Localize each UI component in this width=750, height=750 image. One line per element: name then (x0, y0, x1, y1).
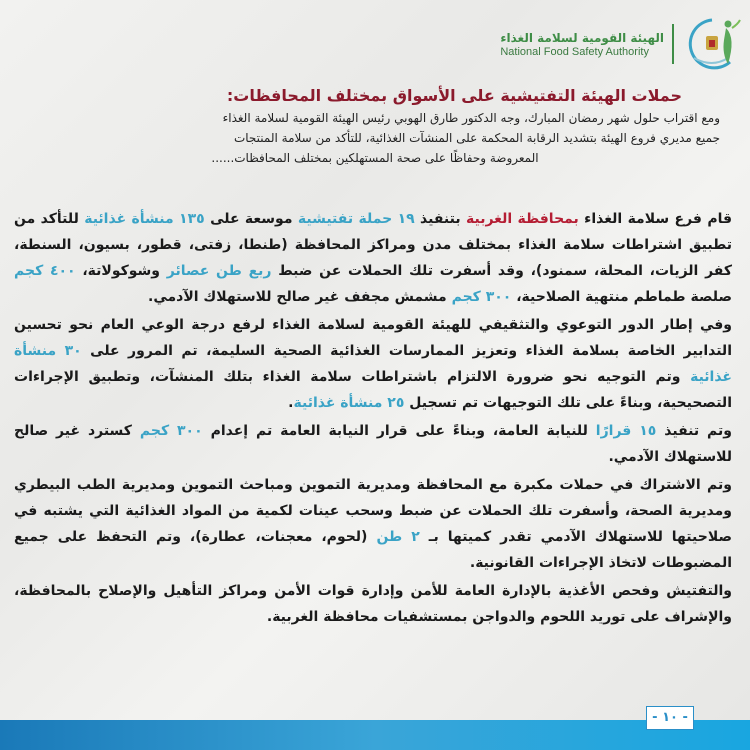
intro-paragraph (30, 108, 720, 168)
text: كسترد غير صالح للاستهلاك الآدمي. (14, 423, 732, 465)
text: . (288, 395, 294, 411)
intro-line: ومع اقتراب حلول شهر رمضان المبارك، وجه الدكتور طارق الهوبي رئيس الهيئة القومية لسلامة الغذاء (222, 111, 720, 125)
paragraph-prosecution (14, 418, 732, 470)
stat-highlight: ربع طن عصائر (166, 263, 272, 279)
header (500, 14, 742, 74)
text: وشوكولاتة، (75, 263, 167, 279)
org-name-arabic: الهيئة القومية لسلامة الغذاء (500, 30, 664, 45)
paragraph-gharbia-campaigns (14, 206, 732, 310)
text: وتم الاشتراك في حملات مكبرة مع المحافظة ومديرية التموين ومباحث التموين ومديرية الطب البيطري ومديرية الصحة، وأسفرت تلك الحملات عن ضبط وسحب عينات لكمية من المواد الغذائية التي يشتبه في صلاحيتها للاستهلاك الآدمي تقدر كميتها بـ (14, 477, 732, 545)
governorate-highlight: بمحافظة الغربية (466, 211, 579, 227)
text: وتم تنفيذ (656, 423, 732, 439)
stat-highlight: ٤٠٠ كجم (14, 263, 76, 279)
intro-line: المعروضة وحفاظًا على صحة المستهلكين بمختلف المحافظات...... (211, 151, 539, 165)
article-body (14, 206, 732, 632)
page-title: حملات الهيئة التفتيشية على الأسواق بمختلف المحافظات: (226, 86, 682, 105)
text: صلصة طماطم منتهية الصلاحية، (511, 289, 732, 305)
stat-highlight: ١٣٥ منشأة غذائية (84, 211, 205, 227)
page-number: - ١٠ - (646, 706, 694, 730)
text: والتفتيش وفحص الأغذية بالإدارة العامة للأمن وإدارة قوات الأمن ومراكز التأهيل والإصلاح بالمحافظة، والإشراف على توريد اللحوم والدواجن بمستشفيات محافظة الغربية. (14, 583, 732, 625)
stat-highlight: ٣٠٠ كجم (451, 289, 512, 305)
text: وفي إطار الدور التوعوي والتثقيفي للهيئة القومية لسلامة الغذاء لرفع درجة الوعي العام نحو تحسين التدابير الخاصة بسلامة الغذاء وتعزيز الممارسات الغذائية الصحية السليمة، تم المرور على (14, 317, 732, 359)
text: مشمش مجفف غير صالح للاستهلاك الآدمي. (148, 289, 452, 305)
stat-highlight: ٢٥ منشأة غذائية (293, 395, 405, 411)
stat-highlight: ٣٠٠ كجم (139, 423, 203, 439)
footer-bar (0, 720, 750, 750)
text: للنيابة العامة، وبناءً على قرار النيابة العامة تم إعدام (202, 423, 596, 439)
text: (لحوم، معجنات، عطارة)، وتم التحفظ على جميع المضبوطات لاتخاذ الإجراءات القانونية. (14, 529, 732, 571)
stat-highlight: ١٩ حملة تفتيشية (297, 211, 415, 227)
header-divider (672, 24, 674, 64)
text: موسعة على (204, 211, 298, 227)
org-name-english: National Food Safety Authority (500, 45, 649, 58)
text: للتأكد من تطبيق اشتراطات سلامة الغذاء بمختلف مدن ومراكز المحافظة (طنطا، زفتى، قطور، بسيون، السنطة، كفر الزيات، المحلة، سمنود)، وقد أسفرت تلك الحملات عن ضبط (14, 211, 733, 279)
stat-highlight: ١٥ قرارًا (595, 423, 657, 439)
paragraph-joint-campaigns (14, 472, 732, 576)
text: قام فرع سلامة الغذاء (578, 211, 733, 227)
text: وتم التوجيه نحو ضرورة الالتزام باشتراطات سلامة الغذاء بتلك المنشآت، وتطبيق الإجراءات التصحيحية، وبناءً على تلك التوجيهات تم تسجيل (14, 369, 732, 411)
nfsa-logo-icon (682, 14, 742, 74)
org-name (500, 31, 664, 58)
text: بتنفيذ (414, 211, 466, 227)
paragraph-inspection (14, 578, 732, 630)
intro-line: جميع مديري فروع الهيئة بتشديد الرقابة المحكمة على المنشآت الغذائية، للتأكد من سلامة المنتجات (233, 131, 720, 145)
stat-highlight: ٣٠ منشأة غذائية (14, 343, 732, 385)
stat-highlight: ٢ طن (376, 529, 420, 545)
paragraph-awareness (14, 312, 732, 416)
